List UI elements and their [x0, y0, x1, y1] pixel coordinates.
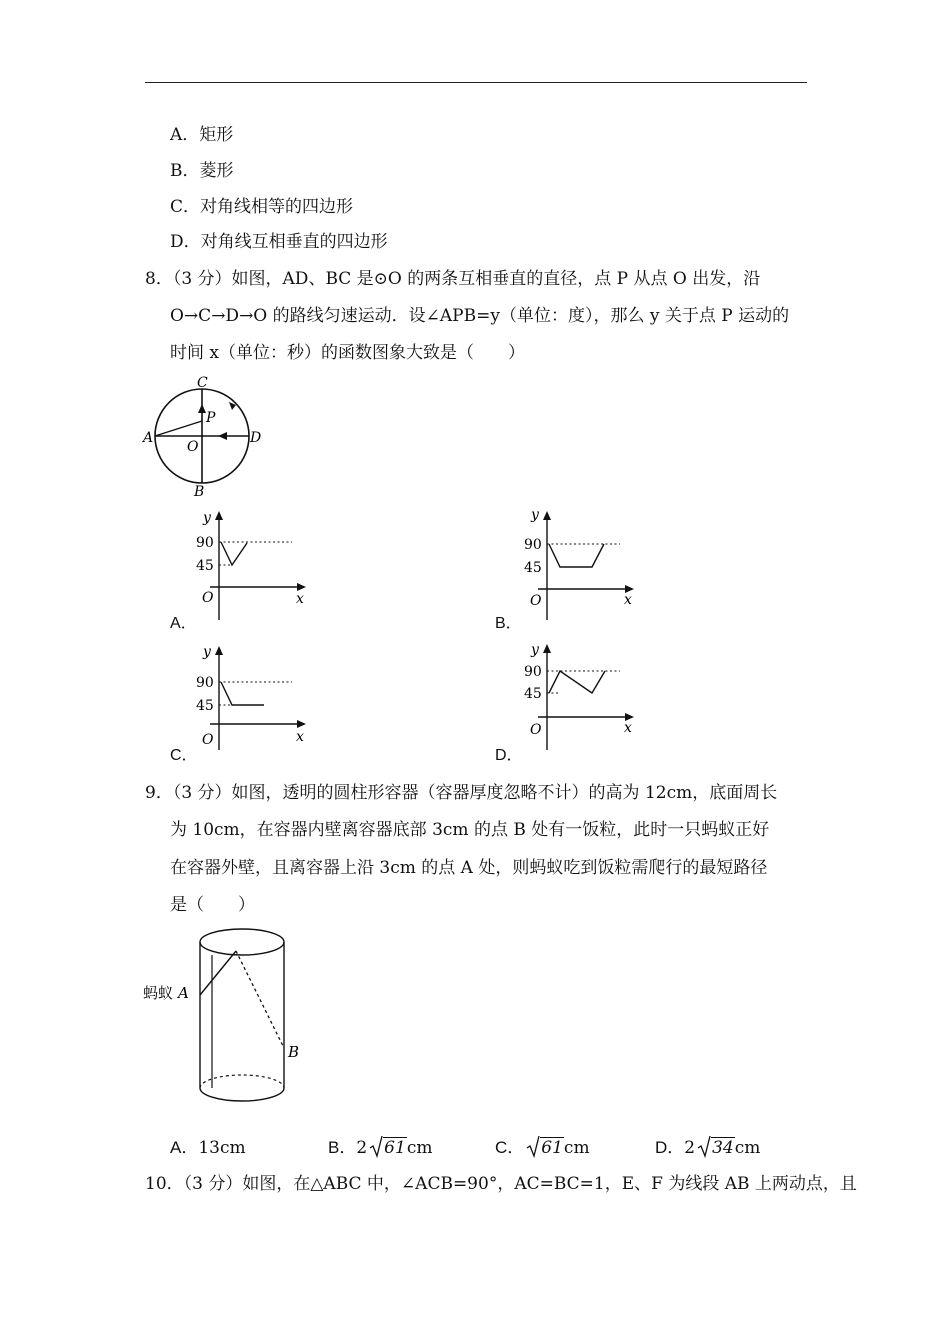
answer-label: C．	[495, 1138, 525, 1157]
ant-label: 蚂蚁	[143, 984, 174, 1002]
sqrt-icon	[697, 1137, 735, 1159]
x-label: x	[624, 592, 632, 608]
q9-line-1: 9．（3 分）如图，透明的圆柱形容器（容器厚度忽略不计）的高为 12cm，底面周长	[145, 783, 778, 803]
answer-value: 13cm	[198, 1138, 246, 1158]
origin-label: O	[202, 732, 214, 748]
y-axis-arrow-icon	[543, 644, 551, 653]
tick-45: 45	[196, 558, 214, 574]
x-axis-arrow-icon	[297, 720, 306, 728]
answer-coefficient: 2	[356, 1138, 368, 1158]
q8-circle-figure	[140, 372, 270, 502]
y-label: y	[531, 507, 539, 523]
label-o: O	[187, 439, 199, 455]
label-c: C	[197, 375, 208, 391]
x-label: x	[296, 729, 304, 745]
q9-answer-d	[655, 1137, 760, 1159]
segment-ap	[155, 421, 202, 436]
q8-option-a-label: A．	[170, 615, 197, 632]
q10-line-1: 10．（3 分）如图，在△ABC 中，∠ACB=90°，AC=BC=1，E、F 为线段 AB 上两动点，且	[145, 1174, 857, 1194]
tick-90: 90	[196, 675, 214, 691]
radicand: 61	[541, 1138, 563, 1158]
path-a-to-rim	[200, 951, 236, 995]
y-label: y	[203, 510, 211, 526]
answer-coefficient: 2	[684, 1138, 696, 1158]
answer-unit: cm	[563, 1138, 590, 1158]
cylinder-bottom-front	[200, 1088, 284, 1101]
cylinder-top	[200, 929, 284, 955]
tick-90: 90	[524, 537, 542, 553]
cylinder-bottom-back	[200, 1075, 284, 1088]
origin-label: O	[530, 722, 542, 738]
x-label: x	[624, 720, 632, 736]
answer-label: A．	[170, 1138, 199, 1157]
answer-label: B．	[328, 1138, 357, 1157]
q7-option-b: B．菱形	[170, 161, 234, 181]
y-axis-arrow-icon	[215, 511, 223, 520]
q8-graph-d	[520, 640, 650, 755]
tick-45: 45	[524, 560, 542, 576]
q8-line-2: O→C→D→O 的路线匀速运动．设∠APB=y（单位：度），那么 y 关于点 P 运动的	[170, 306, 790, 326]
y-label: y	[531, 642, 539, 658]
q8-option-d-label: D．	[495, 747, 523, 764]
radicand: 61	[384, 1138, 406, 1158]
y-label: y	[203, 644, 211, 660]
q9-line-2: 为 10cm，在容器内壁离容器底部 3cm 的点 B 处有一饭粒，此时一只蚂蚁正好	[170, 820, 770, 840]
path-rim-to-b	[236, 951, 284, 1048]
x-label: x	[296, 591, 304, 607]
q9-answer-a	[170, 1137, 246, 1159]
q8-option-b-label: B．	[495, 615, 522, 632]
label-a: A	[143, 430, 154, 446]
answer-unit: cm	[406, 1138, 433, 1158]
radicand: 34	[712, 1138, 734, 1158]
label-b: B	[194, 484, 205, 500]
y-axis-arrow-icon	[543, 511, 551, 520]
arrow-up-icon	[198, 404, 206, 413]
tick-45: 45	[524, 686, 542, 702]
q8-graph-c	[192, 640, 322, 755]
q9-line-3: 在容器外壁，且离容器上沿 3cm 的点 A 处，则蚂蚁吃到饭粒需爬行的最短路径	[170, 858, 768, 878]
label-a: A	[178, 984, 189, 1002]
q9-answer-b	[328, 1137, 432, 1159]
origin-label: O	[530, 593, 542, 609]
origin-label: O	[202, 590, 214, 606]
label-b: B	[288, 1043, 300, 1061]
q9-cylinder-figure	[140, 920, 330, 1110]
tick-90: 90	[196, 535, 214, 551]
q7-option-d: D．对角线互相垂直的四边形	[170, 232, 388, 252]
tick-90: 90	[524, 664, 542, 680]
q8-line-3: 时间 x（单位：秒）的函数图象大致是（ ）	[170, 343, 525, 363]
x-axis-arrow-icon	[297, 583, 306, 591]
q8-graph-a	[192, 505, 322, 625]
graph-a-curve	[221, 542, 247, 565]
q8-option-c-label: C．	[170, 747, 198, 764]
graph-b-curve	[549, 544, 604, 567]
q9-answer-c	[495, 1137, 590, 1159]
label-p: P	[206, 410, 216, 426]
q7-option-a: A．矩形	[170, 125, 234, 145]
y-axis-arrow-icon	[215, 646, 223, 655]
answer-label: D．	[655, 1138, 685, 1157]
q9-line-4: 是（ ）	[170, 895, 255, 915]
sqrt-icon	[369, 1137, 407, 1159]
label-d: D	[250, 430, 262, 446]
sqrt-icon	[526, 1137, 564, 1159]
q7-option-c: C．对角线相等的四边形	[170, 197, 354, 217]
header-rule	[145, 82, 807, 83]
answer-unit: cm	[734, 1138, 761, 1158]
arrow-left-icon	[218, 432, 227, 440]
graph-d-curve	[549, 671, 605, 693]
tick-45: 45	[196, 698, 214, 714]
q8-graph-b	[520, 505, 650, 625]
graph-c-curve	[221, 682, 264, 705]
q8-line-1: 8．（3 分）如图，AD、BC 是⊙O 的两条互相垂直的直径，点 P 从点 O 出发，沿	[145, 269, 761, 289]
